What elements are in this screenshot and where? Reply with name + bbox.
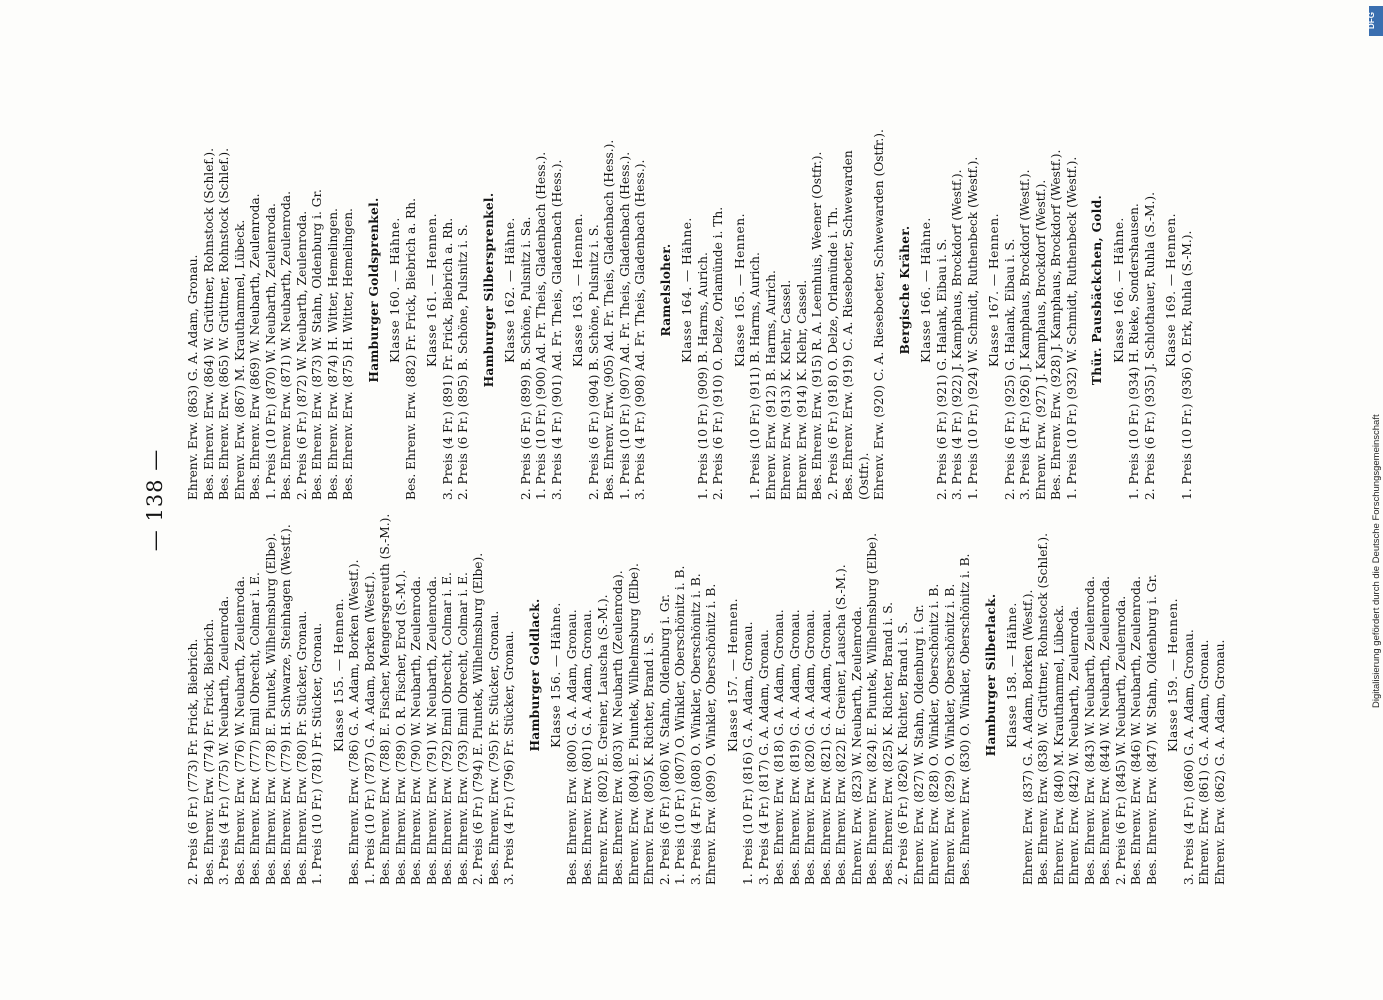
left-column (186, 465, 1228, 885)
section-gap (649, 80, 659, 500)
footer-credit-text: Digitalisierung gefördert durch die Deutsche Forschungsgemeinschaft (1371, 414, 1382, 708)
award-entry: Bes. Ehrenv. Erw. (838) W. Grüttner, Rohnstock (Schlef.). (1036, 533, 1050, 885)
award-entry: Bes. Ehrenv. Erw. (801) G. A. Adam, Gronau. (580, 609, 594, 885)
award-entry: Ehrenv. Erw. (927) J. Kamphaus, Brockdorf (Westf.). (1033, 179, 1048, 500)
award-entry: 2. Preis (6 Fr.) (899) B. Schöne, Pulsnitz i. Sa. (518, 216, 533, 500)
award-entry: Ehrenv. Erw. (837) G. A. Adam, Borken (Westf.). (1020, 589, 1035, 885)
award-entry: Ehrenv. Erw. (828) O. Winkler, Oberschönitz i. B. (927, 583, 941, 885)
breed-title: Hamburger Silbersprenkel. (481, 192, 496, 388)
award-entry: 3. Preis (4 Fr.) (808) O. Winkler, Oberschönitz i. B. (688, 573, 703, 885)
award-entry: 3. Preis (4 Fr.) (926) J. Kamphaus, Brockdorf (Westf.). (1018, 169, 1032, 500)
section-gap (1080, 80, 1090, 500)
award-entry: Bes. Ehrenv. Erw. (825) K. Richter, Brand i. S. (880, 601, 895, 885)
award-entry: 1. Preis (10 Fr.) (781) Fr. Stücker, Gronau. (310, 622, 324, 885)
award-entry: 2. Preis (6 Fr.) (925) G. Halank, Eibau i. S. (1002, 238, 1017, 500)
award-entry: Bes. Ehrenv. Erw. (915) R. A. Leemhuis, Weener (Ostfr.). (810, 151, 824, 500)
class-heading: Klasse 160. — Hähne. (388, 217, 402, 363)
class-heading: Klasse 159. — Hennen. (1166, 598, 1180, 752)
section-gap (472, 80, 482, 500)
award-entry: 3. Preis (4 Fr.) (796) Fr. Stücker, Gronau. (502, 630, 516, 885)
award-entry: 1. Preis (10 Fr.) (936) O. Erk, Ruhla (S.-M.). (1179, 230, 1194, 500)
breed-title: Hamburger Silberlack. (983, 593, 998, 757)
class-heading: Klasse 169. — Hennen. (1164, 213, 1178, 367)
award-entry: Ehrenv. Erw. (802) E. Greiner, Lauscha (S.-M.). (595, 594, 610, 885)
class-heading: Klasse 157. — Hennen. (725, 598, 740, 752)
breed-title: Thür. Pausbäckchen, Gold. (1090, 194, 1104, 386)
award-entry: Bes. Ehrenv. Erw. (873) W. Stahn, Oldenburg i. Gr. (310, 189, 324, 500)
award-entry: Bes. Ehrenv. Erw. (778) E. Piuntek, Wilhelmsburg (Elbe). (263, 532, 278, 885)
section-gap (974, 465, 984, 885)
award-entry: 1. Preis (10 Fr.) (934) H. Rieke, Sondershausen. (1127, 203, 1141, 500)
award-entry: 3. Preis (4 Fr.) (891) Fr. Frick, Biebrich a. Rh. (440, 217, 455, 500)
award-entry: Bes. Ehrenv. Erw. (821) G. A. Adam, Gronau. (818, 609, 833, 885)
award-entry: Bes. Ehrenv. Erw (869) W. Neubarth, Zeulenroda. (248, 193, 262, 500)
award-entry: 2. Preis (6 Fr.) (935) J. Schlothauer, Ruhla (S.-M.). (1142, 191, 1157, 500)
award-entry: 3. Preis (4 Fr.) (922) J. Kamphaus, Brockdorf (Westf.). (950, 169, 964, 500)
award-entry: Ehrenv. Erw. (804) E. Piuntek, Wilhelmsburg (Elbe). (626, 563, 641, 885)
award-entry: 2. Preis (6 Fr.) (826) K. Richter, Brand i. S. (896, 621, 910, 885)
class-heading: Klasse 164. — Hähne. (680, 217, 694, 363)
award-entry: 3. Preis (4 Fr.) (817) G. A. Adam, Gronau. (756, 629, 771, 885)
award-entry: Ehrenv. Erw. (914) K. Klehr, Cassel. (794, 279, 809, 500)
award-entry: Bes. Ehrenv. Erw. (791) W. Neubarth, Zeulenroda. (424, 576, 439, 885)
award-entry: 2. Preis (6 Fr.) (845) W. Neubarth, Zeulenroda. (1113, 595, 1128, 885)
award-entry: Bes. Ehrenv. Erw. (820) G. A. Adam, Gronau. (803, 609, 817, 885)
award-entry: 1. Preis (10 Fr.) (907) Ad. Fr. Theis, Gladenbach (Hess.). (617, 151, 632, 500)
award-entry: Ehrenv. Erw. (805) K. Richter, Brand i. S. (642, 632, 656, 885)
award-entry: Ehrenv. Erw. (861) G. A. Adam, Gronau. (1197, 639, 1211, 885)
award-entry: 2. Preis (6 Fr.) (910) O. Delze, Orlamünde i. Th. (711, 206, 725, 500)
class-heading: Klasse 161. — Hennen. (425, 213, 439, 367)
award-entry: 1. Preis (10 Fr.) (900) Ad. Fr. Theis, Gladenbach (Hess.). (534, 151, 548, 500)
section-gap (357, 80, 367, 500)
award-entry: 1. Preis (10 Fr.) (932) W. Schmidt, Ruthenbeck (Westf.). (1064, 156, 1079, 500)
award-entry: Bes. Ehrenv. Erw. (788) E. Fischer, Mengersgereuth (S.-M.). (378, 513, 392, 885)
award-entry: 2. Preis (6 Fr.) (806) W. Stahn, Oldenburg i. Gr. (657, 594, 672, 885)
class-heading: Klasse 155. — Hennen. (331, 598, 346, 752)
award-entry: Ehrenv. Erw. (842) W. Neubarth, Zeulenroda. (1067, 606, 1081, 885)
award-entry: Bes. Ehrenv. Erw. (800) G. A. Adam, Gronau. (564, 609, 579, 885)
breed-title: Bergische Kräher. (897, 225, 912, 355)
dfg-logo: DFG (1369, 6, 1383, 36)
award-entry: Ehrenv. Erw. (863) G. A. Adam, Gronau. (186, 254, 200, 500)
award-entry: 2. Preis (6 Fr.) (918) O. Delze, Orlamünde i. Th. (825, 206, 840, 500)
page-number: — 138 — (143, 448, 167, 552)
right-column (186, 80, 1195, 500)
award-entry: Bes. Ehrenv. Erw. (822) E. Greiner, Lauscha (S.-M.). (834, 564, 848, 885)
award-entry: 3. Preis (4 Fr.) (908) Ad. Fr. Theis, Gladenbach (Hess.). (633, 159, 647, 500)
award-entry: 1. Preis (10 Fr.) (816) G. A. Adam, Gronau. (741, 621, 755, 885)
award-entry: 2. Preis (6 Fr.) (794) E. Piuntek, Wilhelmsburg (Elbe). (471, 552, 485, 885)
award-entry: (Ostfr.). (856, 452, 871, 500)
award-entry: 3. Preis (4 Fr.) (901) Ad. Fr. Theis, Gladenbach (Hess.). (549, 159, 564, 500)
award-entry: 2. Preis (6 Fr.) (921) G. Halank, Eibau i. S. (934, 238, 949, 500)
award-entry: Bes. Ehrenv. Erw. (793) Emil Obrecht, Colmar i. E. (455, 572, 470, 885)
award-entry: Ehrenv. Erw. (920) C. A. Rieseboeter, Schwewarden (Ostfr.). (872, 129, 886, 500)
award-entry: Bes. Ehrenv. Erw. (803) W. Neubarth (Zeulenroda). (611, 570, 625, 885)
award-entry: Bes. Ehrenv. Erw. (779) H. Schwarze, Steinhagen (Westf.). (279, 524, 293, 885)
award-entry: Ehrenv. Erw. (827) W. Stahn, Oldenburg i. Gr. (911, 604, 926, 885)
award-entry: Bes. Ehrenv. Erw. (830) O. Winkler, Oberschönitz i. B. (958, 553, 972, 885)
class-heading: Klasse 162. — Hähne. (503, 217, 517, 363)
award-entry: Bes. Ehrenv. Erw. (843) W. Neubarth, Zeulenroda. (1082, 576, 1097, 885)
award-entry: Bes. Ehrenv. Erw. (790) W. Neubarth, Zeulenroda. (409, 576, 423, 885)
section-gap (888, 80, 898, 500)
award-entry: Ehrenv. Erw. (912) B. Harms, Aurich. (763, 270, 778, 500)
award-entry: 1. Preis (10 Fr.) (787) G. A. Adam, Borken (Westf.). (362, 571, 377, 885)
award-entry: Bes. Ehrenv. Erw. (882) Fr. Frick, Biebrich a. Rh. (403, 198, 418, 500)
class-heading: Klasse 166. — Hähne. (919, 217, 933, 363)
award-entry: Bes. Ehrenv. Erw. (824) E. Piuntek, Wilhelmsburg (Elbe). (865, 532, 879, 885)
award-entry: 2. Preis (6 Fr.) (904) B. Schöne, Pulsnitz i. S. (586, 224, 601, 500)
award-entry: Bes. Ehrenv. Erw. (928) J. Kamphaus, Brockdorf (Westf.). (1049, 149, 1063, 500)
section-gap (518, 465, 528, 885)
award-entry: Bes. Ehrenv. Erw. (919) C. A. Rieseboeter, Schwewarden (841, 150, 855, 500)
award-entry: Bes. Ehrenv. Erw. (847) W. Stahn, Oldenburg i. Gr. (1144, 574, 1159, 885)
award-entry: Bes. Ehrenv. Erw. (818) G. A. Adam, Gronau. (772, 609, 786, 885)
award-entry: Bes. Ehrenv. Erw. (789) O. R. Fischer, Erod (S.-M.). (393, 569, 408, 885)
award-entry: Bes. Ehrenv. Erw. (874) H. Witter, Hemelingen. (325, 208, 340, 500)
award-entry: Bes. Ehrenv. Erw. (846) W. Neubarth, Zeulenroda. (1129, 576, 1143, 885)
award-entry: Bes. Ehrenv. Erw. (871) W. Neubarth, Zeulenroda. (279, 191, 293, 500)
award-entry: 2. Preis (6 Fr.) (773) Fr. Frick, Biebrich. (186, 638, 200, 885)
award-entry: 2. Preis (6 Fr.) (872) W. Neubarth, Zeulenroda. (294, 210, 309, 500)
award-entry: Ehrenv. Erw. (823) W. Neubarth, Zeulenroda. (849, 606, 864, 885)
award-entry: 3. Preis (4 Fr.) (860) G. A. Adam, Gronau. (1181, 629, 1196, 885)
class-heading: Klasse 163. — Hennen. (571, 213, 585, 367)
class-heading: Klasse 167. — Hennen. (987, 213, 1001, 367)
award-entry: Bes. Ehrenv. Erw. (864) W. Grüttner, Rohnstock (Schlef.). (201, 148, 216, 500)
award-entry: Ehrenv. Erw. (913) K. Klehr, Cassel. (779, 279, 793, 500)
breed-title: Hamburger Goldlack. (527, 598, 542, 752)
award-entry: Ehrenv. Erw. (867) M. Krauthammel, Lübeck. (232, 219, 247, 500)
award-entry: Ehrenv. Erw. (829) O. Winkler, Oberschönitz i. B. (942, 583, 957, 885)
award-entry: Bes. Ehrenv. Erw. (844) W. Neubarth, Zeulenroda. (1098, 576, 1112, 885)
award-entry: Bes. Ehrenv. Erw. (865) W. Grüttner, Rohnstock (Schlef.). (217, 148, 231, 500)
award-entry: Bes. Ehrenv. Erw. (875) H. Witter, Hemelingen. (341, 208, 355, 500)
class-heading: Klasse 166. — Hähne. (1111, 217, 1126, 363)
award-entry: 3. Preis (4 Fr.) (775) W. Neubarth, Zeulenroda. (217, 595, 231, 885)
award-entry: Bes. Ehrenv. Erw. (819) G. A. Adam, Gronau. (787, 609, 802, 885)
award-entry: Bes. Ehrenv. Erw. (774) Fr. Frick, Biebrich. (201, 618, 216, 885)
award-entry: Bes. Ehrenv. Erw. (905) Ad. Fr. Theis, Gladenbach (Hess.). (602, 139, 616, 500)
award-entry: Bes. Ehrenv. Erw. (780) Fr. Stücker, Gronau. (294, 610, 309, 885)
award-entry: Bes. Ehrenv. Erw. (795) Fr. Stücker, Gronau. (486, 610, 501, 885)
breed-title: Hamburger Goldsprenkel. (366, 197, 381, 383)
class-heading: Klasse 156. — Hähne. (549, 602, 563, 748)
award-entry: 1. Preis (10 Fr.) (924) W. Schmidt, Ruthenbeck (Westf.). (965, 156, 980, 500)
award-entry: Bes. Ehrenv. Erw. (776) W. Neubarth, Zeulenroda. (232, 576, 247, 885)
award-entry: Ehrenv. Erw. (840) M. Krauthammel, Lübeck. (1051, 604, 1066, 885)
award-entry: Bes. Ehrenv. Erw. (786) G. A. Adam, Borken (Westf.). (347, 559, 361, 885)
class-heading: Klasse 165. — Hennen. (732, 213, 747, 367)
award-entry: Ehrenv. Erw. (862) G. A. Adam, Gronau. (1212, 639, 1227, 885)
award-entry: 1. Preis (10 Fr.) (909) B. Harms, Aurich. (695, 252, 710, 500)
footer-credit (1370, 8, 1383, 708)
award-entry: 1. Preis (10 Fr.) (911) B. Harms, Aurich. (748, 252, 762, 500)
award-entry: Bes. Ehrenv. Erw. (777) Emil Obrecht, Colmar i. E. (248, 572, 262, 885)
award-entry: 1. Preis (10 Fr.) (870) W. Neubarth, Zeulenroda. (263, 203, 278, 500)
award-entry: 1. Preis (10 Fr.) (807) O. Winkler, Oberschönitz i. B. (673, 565, 687, 885)
award-entry: 2. Preis (6 Fr.) (895) B. Schöne, Pulsnitz i. S. (456, 224, 470, 500)
class-heading: Klasse 158. — Hähne. (1005, 602, 1019, 748)
award-entry: Ehrenv. Erw. (809) O. Winkler, Oberschönitz i. B. (704, 583, 718, 885)
award-entry: Bes. Ehrenv. Erw. (792) Emil Obrecht, Colmar i. E. (440, 572, 454, 885)
breed-title: Ramelsloher. (658, 243, 673, 337)
